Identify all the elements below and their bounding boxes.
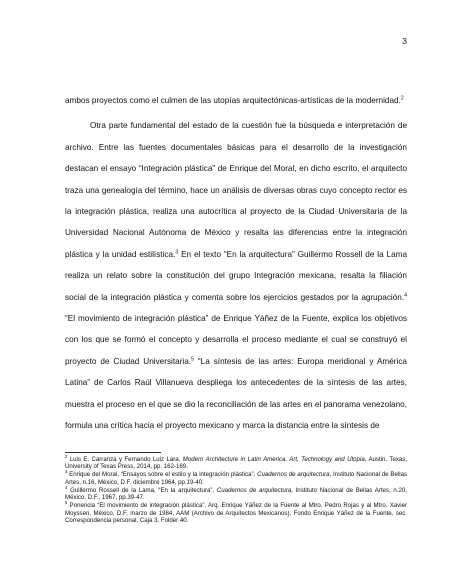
paragraph-1-text: ambos proyectos como el culmen de las utopías arquitectónicas-artísticas de la modernidad. — [65, 96, 401, 105]
paragraph-1 — [65, 90, 407, 111]
footnote-title: Modern Architecture in Latin America. Art, Technology and Utopia — [182, 456, 365, 463]
footnote-text: Ponencia “El movimiento de integración plástica”, Arq. Enrique Yáñez de la Fuente al Mtro. Pedro Rojas y al Mtro. Xavier Moyssen, México, D.F, marzo de 1984, AAM (Archivo de Arquitectos Mexicanos), Fondo Enrique Yáñez de la Fuente, sec. Correspondencia personal, Caja 3, Folder 40. — [65, 502, 407, 525]
footnote-3 — [65, 471, 407, 486]
footnote-text: Enrique del Moral, “Ensayos sobre el estilo y la integración plástica”, — [67, 471, 258, 479]
footnote-5 — [65, 502, 407, 524]
footnote-ref-2[interactable]: 2 — [400, 95, 404, 102]
footnote-text: , Austin, Texas, University of Texas Press, 2014, pp. 162-169. — [65, 456, 408, 471]
footnote-separator — [65, 452, 161, 453]
paragraph-2-text-d: “La síntesis de las artes: Europa meridional y América Latina” de Carlos Raúl Villanueva despliega los antecedentes de la síntesis de las artes, muestra el proceso en el que se dio la reconciliación de las artes en el panorama venezolano, formula una crítica hacia el proyecto mexicano y marca la distancia entre la síntesis de — [65, 356, 407, 431]
footnote-ref-5[interactable]: 5 — [191, 356, 194, 363]
footnote-ref-3[interactable]: 3 — [175, 249, 179, 256]
footnote-number: 3 — [65, 469, 68, 475]
footnote-number: 2 — [65, 453, 68, 459]
footnote-4 — [65, 484, 407, 502]
footnote-ref-4[interactable]: 4 — [404, 291, 407, 298]
footnote-text: , Instituto Nacional de Bellas Artes, n.16, México, D.F. diciembre 1964, pp.19-40. — [65, 471, 408, 486]
paragraph-2-text-c: “El movimiento de integración plástica” de Enrique Yáñez de la Fuente, explica los objetivos con los que se formó el concepto y desarrolla el proceso mediante el cual se construyó el proyecto de Ciudad Universitaria. — [65, 314, 407, 366]
footnote-2 — [65, 453, 408, 471]
footnote-number: 5 — [65, 500, 68, 506]
paragraph-2-text-b: En el texto “En la arquitectura” Guillermo Rossell de la Lama realiza un relato sobre la constitución del grupo Integración mexicana, resalta la filiación social de la integración plástica y comenta sobre los ejercicios gestados por la agrupación. — [65, 249, 408, 302]
footnote-text: , Instituto Nacional de Bellas Artes, n.20, México, D.F., 1967, pp.39-47. — [65, 486, 407, 502]
footnote-number: 4 — [65, 484, 68, 490]
paragraph-2 — [65, 115, 407, 436]
footnote-text: Luis E. Carranza y Fernando Luiz Lara, — [67, 456, 183, 463]
paragraph-2-text-a: Otra parte fundamental del estado de la cuestión fue la búsqueda e interpretación de archivo. Entre las fuentes documentales básicas para el desarrollo de la investigación destacan el ensayo “Integración plástica” de Enrique del Moral, en dicho escrito, el arquitecto traza una genealogía del término, hace un análisis de diversas obras cuyo concepto rector es la integración plástica, realiza una autocrítica al proyecto de la Ciudad Universitaria de la Universidad Nacional Autónoma de México y resalta las diferencias entre la integración plástica y la unidad estilística. — [65, 121, 407, 259]
main-text — [65, 90, 407, 437]
footnote-title: Cuadernos de arquitectura — [257, 471, 330, 479]
footnote-title: Cuadernos de arquitectura — [216, 486, 292, 494]
footnote-text: Guillermo Rossell de la Lama, “En la arquitectura”, — [67, 486, 217, 494]
page-number: 3 — [402, 36, 407, 46]
footnotes — [65, 453, 408, 525]
